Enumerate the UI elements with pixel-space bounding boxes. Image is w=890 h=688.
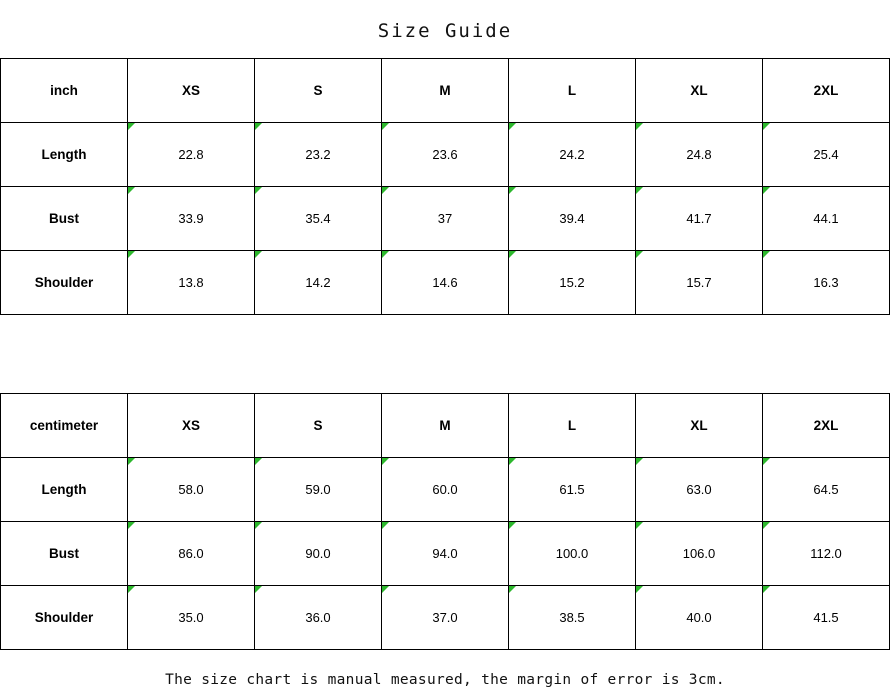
row-head-shoulder: Shoulder xyxy=(1,251,128,315)
cell-cm-length-m: 60.0 xyxy=(382,458,509,522)
table-row xyxy=(1,522,890,586)
page-title: Size Guide xyxy=(377,20,513,42)
col-head-xl: XL xyxy=(636,59,763,123)
table-header-row xyxy=(1,394,890,458)
cell-bust-2xl: 44.1 xyxy=(763,187,890,251)
cell-cm-bust-xl: 106.0 xyxy=(636,522,763,586)
cell-cm-length-xs: 58.0 xyxy=(128,458,255,522)
unit-label-inch: inch xyxy=(1,59,128,123)
row-head-cm-length: Length xyxy=(1,458,128,522)
col-head-s: S xyxy=(255,59,382,123)
cell-shoulder-s: 14.2 xyxy=(255,251,382,315)
row-head-cm-bust: Bust xyxy=(1,522,128,586)
col-head-cm-2xl: 2XL xyxy=(763,394,890,458)
cell-shoulder-l: 15.2 xyxy=(509,251,636,315)
cell-length-xs: 22.8 xyxy=(128,123,255,187)
cell-length-xl: 24.8 xyxy=(636,123,763,187)
table-row xyxy=(1,123,890,187)
cell-length-l: 24.2 xyxy=(509,123,636,187)
cell-cm-bust-m: 94.0 xyxy=(382,522,509,586)
table-separator xyxy=(0,315,890,393)
cell-cm-length-xl: 63.0 xyxy=(636,458,763,522)
cell-bust-s: 35.4 xyxy=(255,187,382,251)
cell-cm-bust-s: 90.0 xyxy=(255,522,382,586)
cell-cm-shoulder-l: 38.5 xyxy=(509,586,636,650)
cell-length-2xl: 25.4 xyxy=(763,123,890,187)
unit-label-centimeter: centimeter xyxy=(1,394,128,458)
table-row xyxy=(1,586,890,650)
cell-cm-shoulder-xs: 35.0 xyxy=(128,586,255,650)
cell-bust-xl: 41.7 xyxy=(636,187,763,251)
cell-cm-bust-l: 100.0 xyxy=(509,522,636,586)
col-head-cm-m: M xyxy=(382,394,509,458)
cell-cm-shoulder-s: 36.0 xyxy=(255,586,382,650)
size-table-centimeter xyxy=(0,393,890,650)
table-header-row xyxy=(1,59,890,123)
table-row xyxy=(1,458,890,522)
col-head-xs: XS xyxy=(128,59,255,123)
cell-bust-l: 39.4 xyxy=(509,187,636,251)
col-head-l: L xyxy=(509,59,636,123)
cell-cm-shoulder-m: 37.0 xyxy=(382,586,509,650)
cell-length-s: 23.2 xyxy=(255,123,382,187)
table-row xyxy=(1,187,890,251)
cell-cm-length-2xl: 64.5 xyxy=(763,458,890,522)
col-head-2xl: 2XL xyxy=(763,59,890,123)
cell-bust-m: 37 xyxy=(382,187,509,251)
cell-shoulder-xs: 13.8 xyxy=(128,251,255,315)
cell-length-m: 23.6 xyxy=(382,123,509,187)
size-table-inch xyxy=(0,58,890,315)
cell-bust-xs: 33.9 xyxy=(128,187,255,251)
col-head-cm-xl: XL xyxy=(636,394,763,458)
col-head-cm-s: S xyxy=(255,394,382,458)
row-head-cm-shoulder: Shoulder xyxy=(1,586,128,650)
cell-cm-bust-xs: 86.0 xyxy=(128,522,255,586)
cell-cm-shoulder-xl: 40.0 xyxy=(636,586,763,650)
col-head-cm-xs: XS xyxy=(128,394,255,458)
cell-shoulder-m: 14.6 xyxy=(382,251,509,315)
col-head-cm-l: L xyxy=(509,394,636,458)
measurement-disclaimer: The size chart is manual measured, the margin of error is 3cm. xyxy=(165,672,725,688)
cell-shoulder-xl: 15.7 xyxy=(636,251,763,315)
table-row xyxy=(1,251,890,315)
cell-cm-bust-2xl: 112.0 xyxy=(763,522,890,586)
row-head-length: Length xyxy=(1,123,128,187)
col-head-m: M xyxy=(382,59,509,123)
cell-shoulder-2xl: 16.3 xyxy=(763,251,890,315)
row-head-bust: Bust xyxy=(1,187,128,251)
cell-cm-shoulder-2xl: 41.5 xyxy=(763,586,890,650)
cell-cm-length-l: 61.5 xyxy=(509,458,636,522)
cell-cm-length-s: 59.0 xyxy=(255,458,382,522)
